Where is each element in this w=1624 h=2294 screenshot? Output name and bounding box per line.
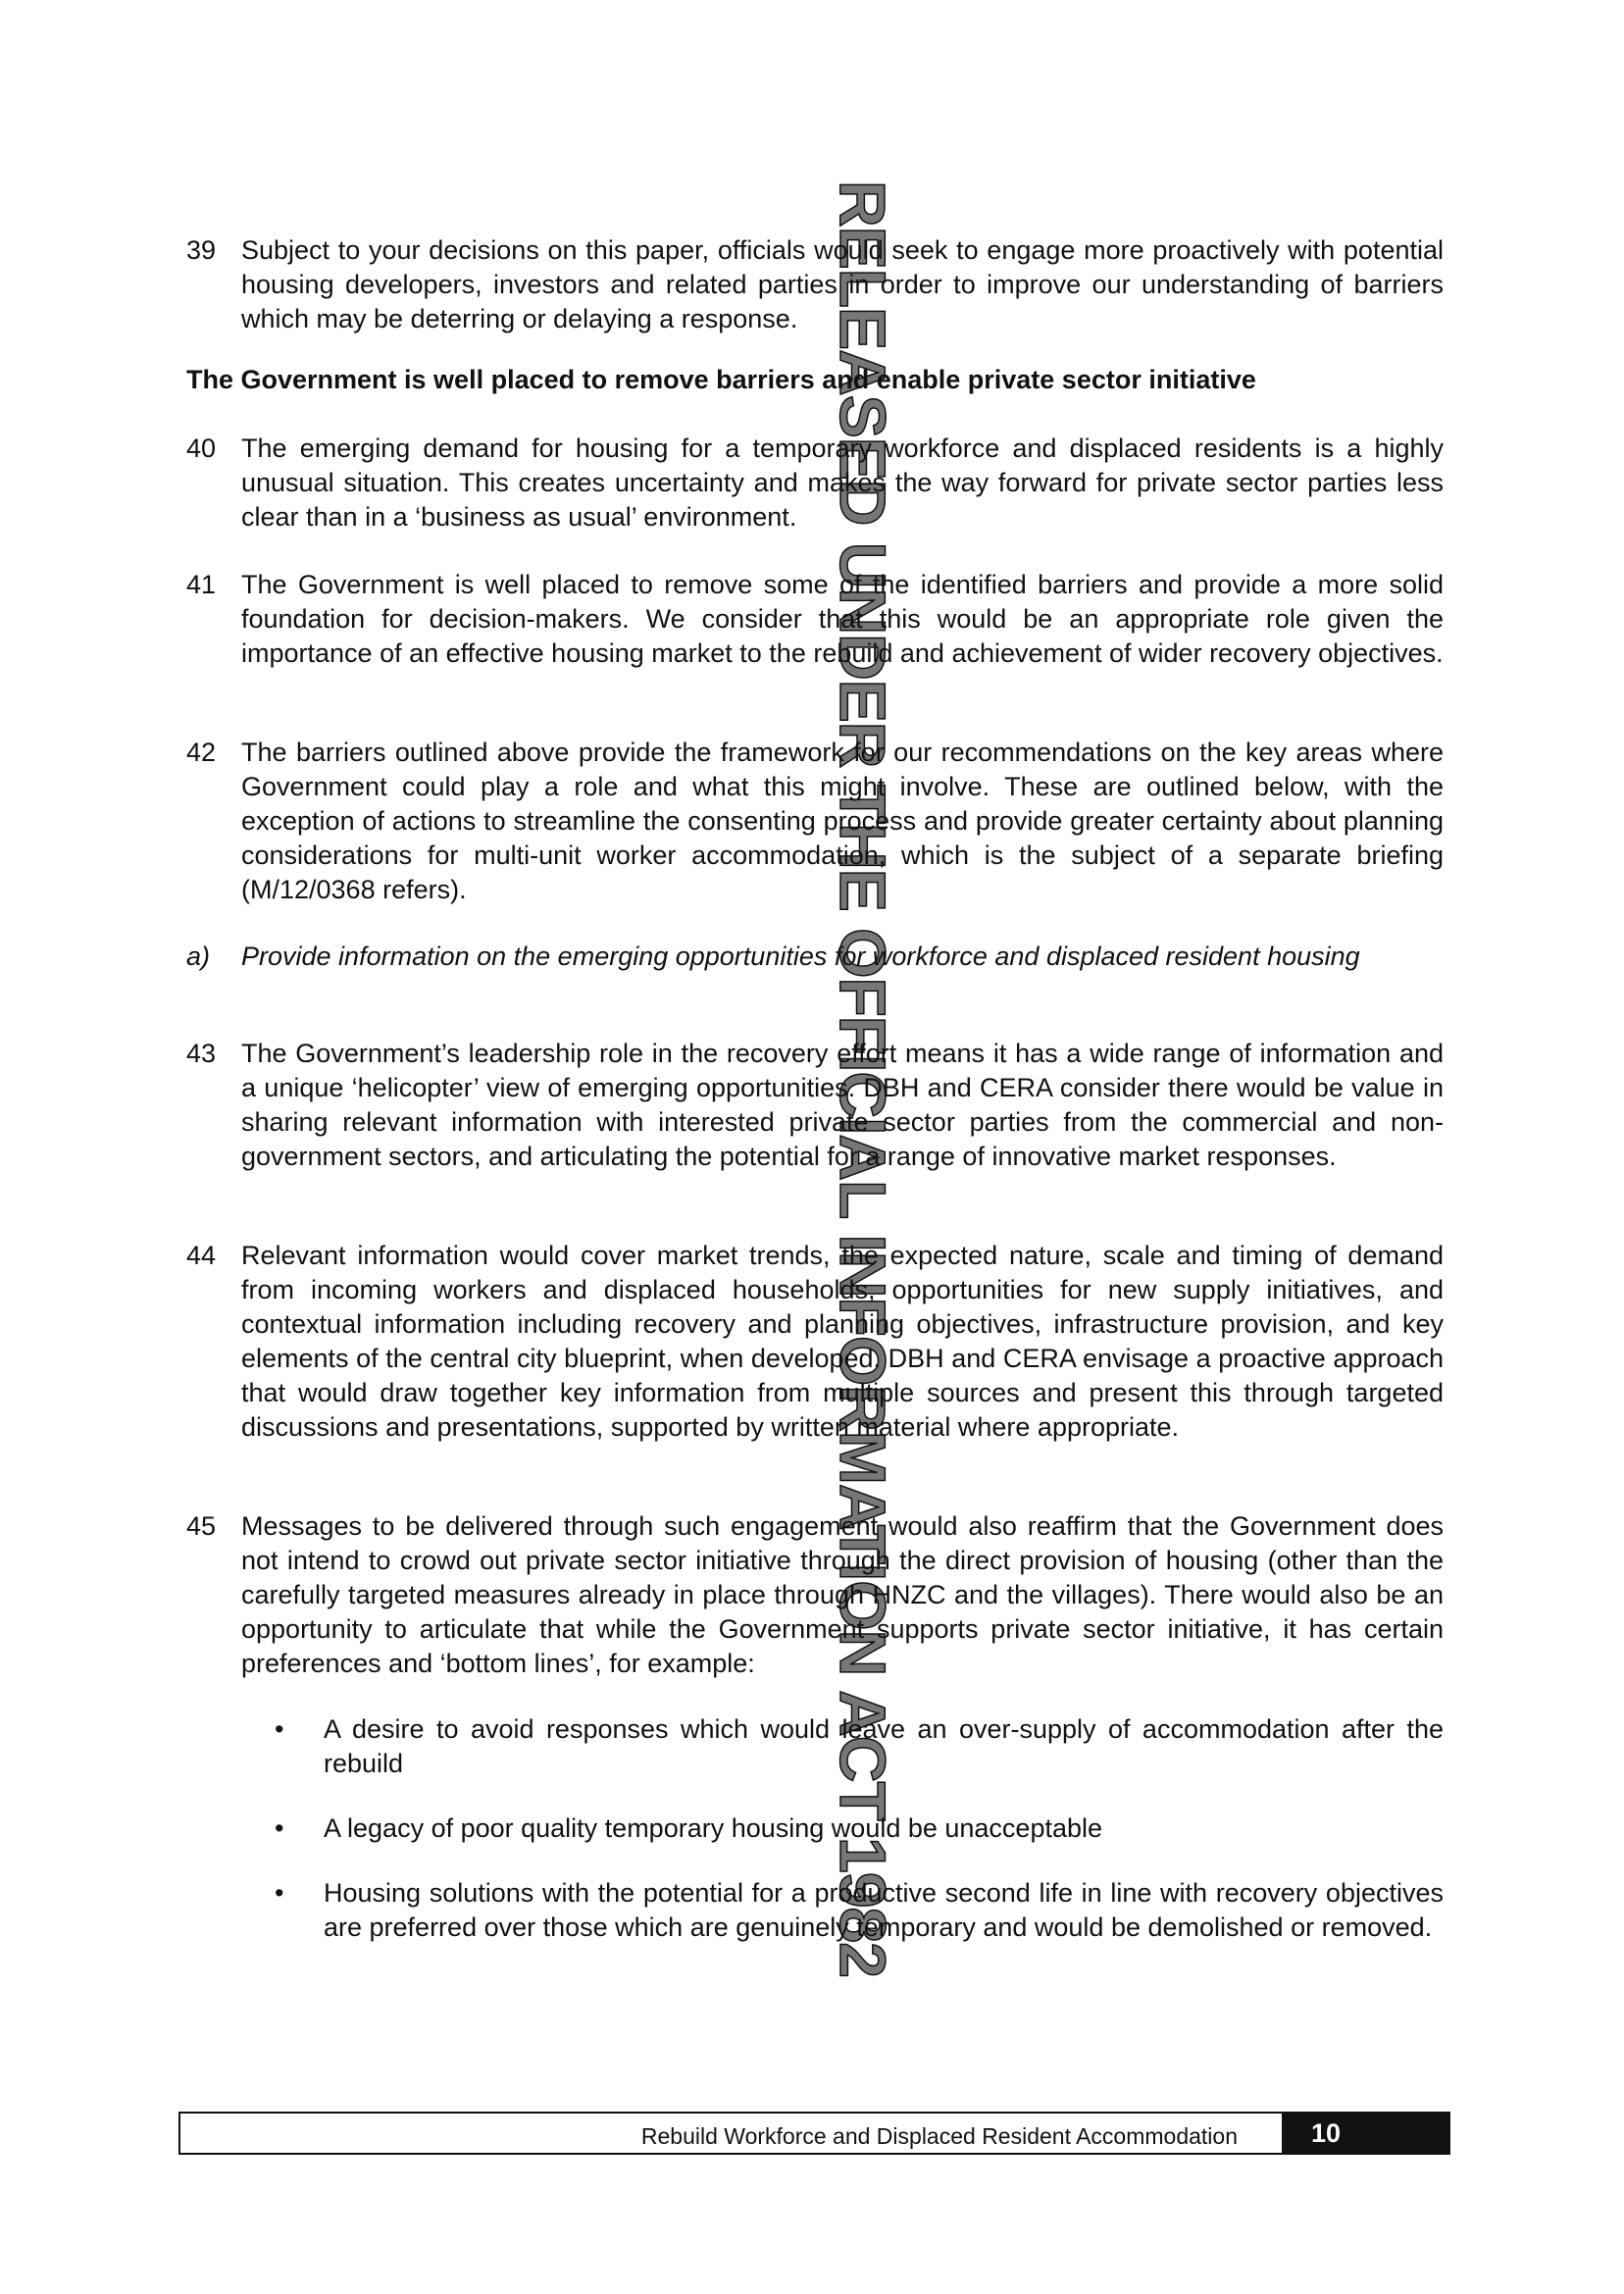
- section-heading: The Government is well placed to remove barriers and enable private sector initiative: [186, 365, 1256, 394]
- bullet-item: [275, 1811, 1444, 1846]
- subsection-label: a): [186, 942, 211, 971]
- bullet-text: A desire to avoid responses which would leave an over-supply of accommodation after the rebuild: [324, 1714, 1444, 1778]
- paragraph-41: [186, 568, 1444, 671]
- paragraph-text: Messages to be delivered through such engagement would also reaffirm that the Government does not intend to crowd out private sector initiative through the direct provision of housing (other than the carefully targeted measures already in place through HNZC and the villages). There would also be an opportunity to articulate that while the Government supports private sector initiative, it has certain preferences and ‘bottom lines’, for example:: [241, 1511, 1444, 1678]
- paragraph-40: [186, 432, 1444, 535]
- bullet-text: A legacy of poor quality temporary housing would be unacceptable: [324, 1813, 1103, 1843]
- paragraph-number: 39: [186, 235, 217, 265]
- paragraph-44: [186, 1239, 1444, 1445]
- paragraph-42: [186, 736, 1444, 907]
- bullet-icon: •: [275, 1813, 284, 1843]
- paragraph-number: 41: [186, 570, 217, 599]
- paragraph-number: 44: [186, 1241, 217, 1270]
- paragraph-number: 42: [186, 738, 217, 767]
- paragraph-text: The Government’s leadership role in the recovery effort means it has a wide range of information and a unique ‘helicopter’ view of emerging opportunities. DBH and CERA consider there would be value in sharing relevant information with interested private sector parties from the commercial and non-government sectors, and articulating the potential for a range of innovative market responses.: [241, 1039, 1444, 1171]
- bullet-item: [275, 1712, 1444, 1781]
- paragraph-text: Relevant information would cover market trends, the expected nature, scale and timing of demand from incoming workers and displaced households, opportunities for new supply initiatives, and contextual information including recovery and planning objectives, infrastructure provision, and key elements of the central city blueprint, when developed. DBH and CERA envisage a proactive approach that would draw together key information from multiple sources and present this through targeted discussions and presentations, supported by written material where appropriate.: [241, 1241, 1444, 1442]
- paragraph-number: 40: [186, 433, 217, 463]
- paragraph-number: 45: [186, 1511, 217, 1541]
- paragraph-text: The Government is well placed to remove some of the identified barriers and provide a more solid foundation for decision-makers. We consider that this would be an appropriate role given the importance of an effective housing market to the rebuild and achievement of wider recovery objectives.: [241, 570, 1444, 668]
- page-number: 10: [1282, 2114, 1448, 2153]
- subsection-a: [186, 940, 1444, 974]
- paragraph-text: The barriers outlined above provide the framework for our recommendations on the key areas where Government could play a role and what this might involve. These are outlined below, with the exception of actions to streamline the consenting process and provide greater certainty about planning considerations for multi-unit worker accommodation, which is the subject of a separate briefing (M/12/0368 refers).: [241, 738, 1444, 904]
- subsection-title: Provide information on the emerging opportunities for workforce and displaced resident housing: [241, 942, 1360, 971]
- paragraph-39: [186, 233, 1444, 336]
- paragraph-43: [186, 1037, 1444, 1174]
- bullet-item: [275, 1876, 1444, 1945]
- paragraph-number: 43: [186, 1039, 217, 1068]
- bullet-icon: •: [275, 1714, 284, 1744]
- page-footer: [178, 2112, 1450, 2155]
- footer-title: Rebuild Workforce and Displaced Resident Accommodation: [640, 2123, 1238, 2149]
- paragraph-text: Subject to your decisions on this paper, officials would seek to engage more proactively with potential housing developers, investors and related parties in order to improve our understanding of barriers which may be deterring or delaying a response.: [241, 235, 1444, 333]
- bullet-text: Housing solutions with the potential for a productive second life in line with recovery objectives are preferred over those which are genuinely temporary and would be demolished or removed.: [324, 1878, 1444, 1942]
- oia-release-stamp: RELEASED UNDER THE OFFICIAL INFORMATION ACT 1982: [827, 180, 899, 1977]
- paragraph-45: [186, 1509, 1444, 1681]
- paragraph-text: The emerging demand for housing for a temporary workforce and displaced residents is a highly unusual situation. This creates uncertainty and makes the way forward for private sector parties less clear than in a ‘business as usual’ environment.: [241, 433, 1444, 532]
- bullet-icon: •: [275, 1878, 284, 1908]
